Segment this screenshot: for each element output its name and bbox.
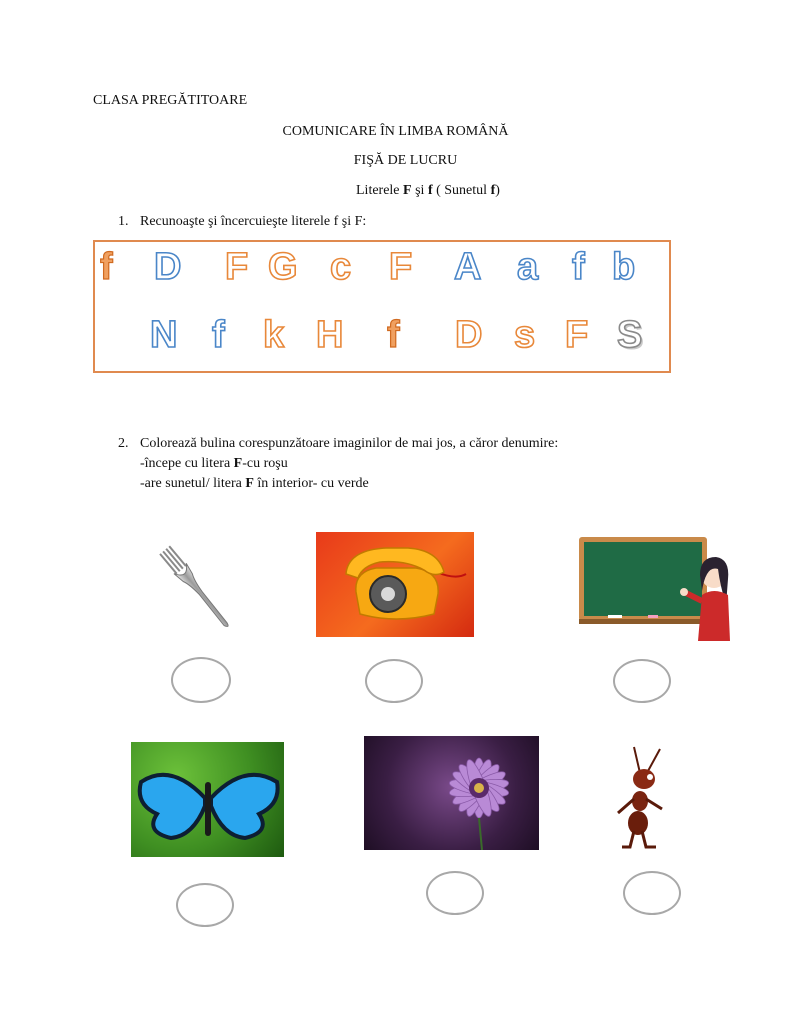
letter-tile[interactable]: H: [316, 314, 344, 356]
answer-circle-ant[interactable]: [623, 871, 681, 915]
letter-tile[interactable]: c: [330, 246, 352, 288]
letter-tile[interactable]: f: [100, 246, 113, 288]
letter-tile[interactable]: D: [154, 246, 182, 288]
letter-tile[interactable]: f: [387, 314, 400, 356]
ant-image: [610, 743, 670, 851]
letter-tile[interactable]: s: [514, 314, 536, 356]
topic-title: Literele F şi f ( Sunetul f): [356, 183, 500, 198]
sheet-title: FIŞĂ DE LUCRU: [353, 153, 458, 168]
exercise1-instruction: Recunoaşte şi încercuieşte literele f şi F:: [140, 214, 367, 229]
answer-circle-butterfly[interactable]: [176, 883, 234, 927]
letter-tile[interactable]: S: [617, 314, 643, 356]
teacher-board-image: [578, 535, 730, 641]
letter-tile[interactable]: D: [455, 314, 483, 356]
exercise2-rule-red: -începe cu litera F-cu roşu: [140, 456, 288, 471]
exercise2-rule-green: -are sunetul/ litera F în interior- cu verde: [140, 476, 369, 491]
letter-tile[interactable]: G: [268, 246, 298, 288]
subject-title: COMUNICARE ÎN LIMBA ROMÂNĂ: [282, 124, 509, 139]
answer-circle-fork[interactable]: [171, 657, 231, 703]
exercise1-number: 1.: [118, 214, 129, 229]
answer-circle-telephone[interactable]: [365, 659, 423, 703]
exercise2-instruction: Colorează bulina corespunzătoare imaginilor de mai jos, a căror denumire:: [140, 436, 559, 451]
letter-tile[interactable]: F: [565, 314, 589, 356]
letter-tile[interactable]: a: [517, 246, 539, 288]
fork-image: [140, 535, 252, 643]
telephone-image: [316, 532, 474, 637]
letter-tile[interactable]: A: [454, 246, 482, 288]
exercise2-number: 2.: [118, 436, 129, 451]
letter-tile[interactable]: k: [263, 314, 285, 356]
answer-circle-teacher[interactable]: [613, 659, 671, 703]
butterfly-image: [131, 742, 284, 857]
flower-image: [364, 736, 539, 850]
letter-tile[interactable]: N: [150, 314, 178, 356]
letter-tile[interactable]: F: [389, 246, 413, 288]
letter-tile[interactable]: b: [612, 246, 636, 288]
answer-circle-flower[interactable]: [426, 871, 484, 915]
letter-tile[interactable]: f: [212, 314, 225, 356]
letter-tile[interactable]: F: [225, 246, 249, 288]
letter-tile[interactable]: f: [572, 246, 585, 288]
grade-label: CLASA PREGĂTITOARE: [93, 93, 248, 108]
